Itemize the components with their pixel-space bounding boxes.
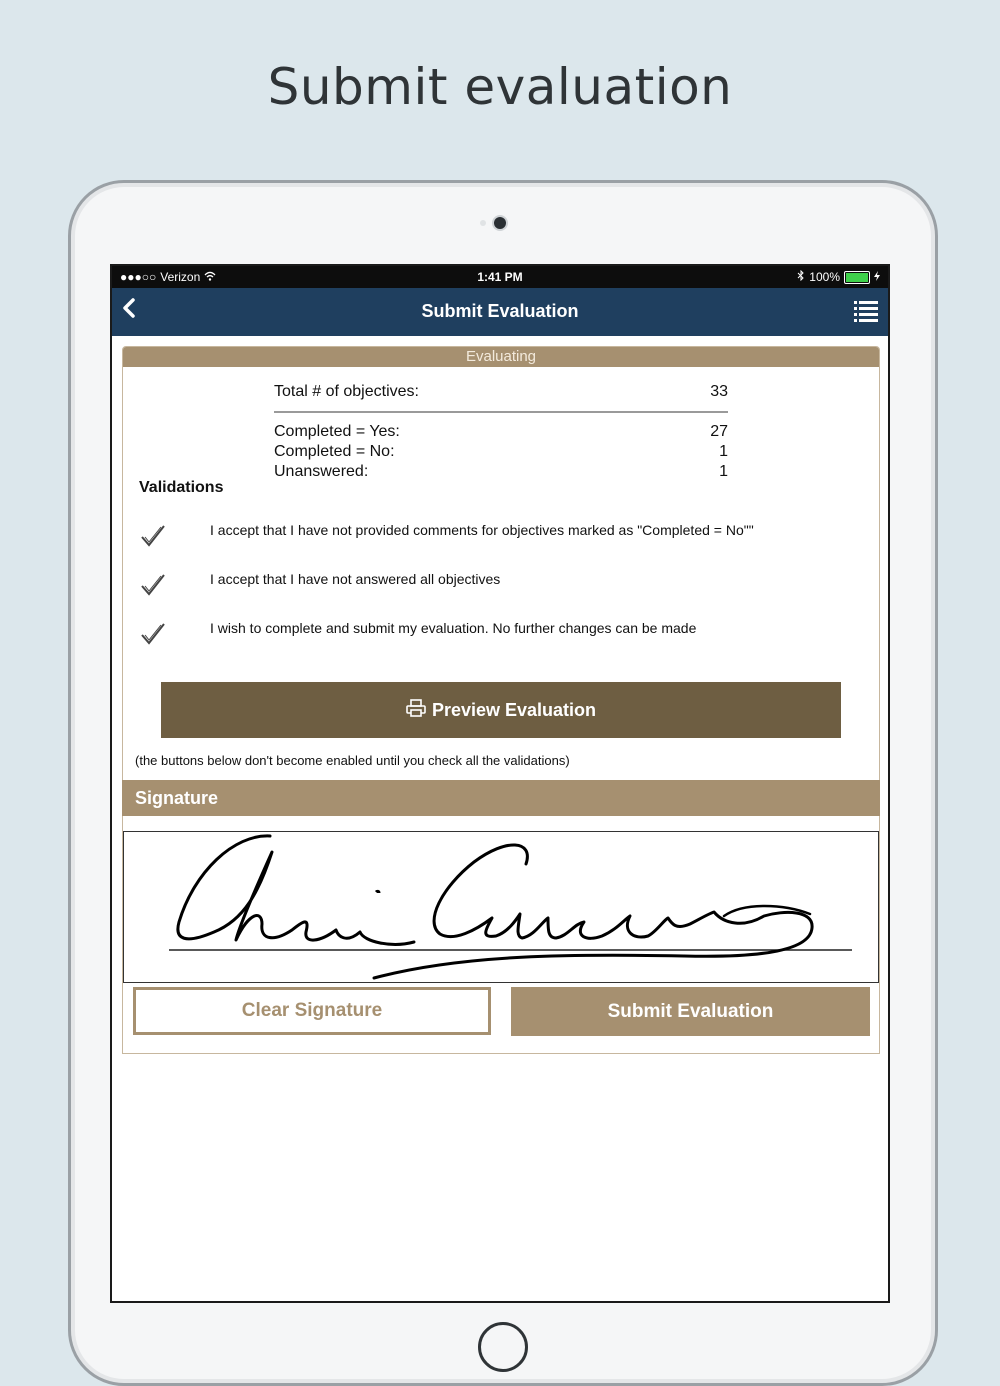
yes-label: Completed = Yes: xyxy=(274,423,400,440)
evaluation-panel xyxy=(122,346,880,1054)
nav-title: Submit Evaluation xyxy=(421,301,579,321)
unanswered-value: 1 xyxy=(719,463,728,480)
home-button[interactable] xyxy=(478,1322,528,1372)
validation-item xyxy=(139,571,859,611)
signature-header: Signature xyxy=(122,780,880,816)
checkmark-icon[interactable] xyxy=(139,522,167,550)
total-label: Total # of objectives: xyxy=(274,383,419,400)
printer-icon xyxy=(406,699,426,722)
signature-drawing xyxy=(124,832,880,984)
preview-button-label: Preview Evaluation xyxy=(431,699,597,720)
unanswered-label: Unanswered: xyxy=(274,463,369,480)
nav-bar xyxy=(112,288,888,336)
summary-row-no xyxy=(274,443,728,463)
signal-icon: ●●●○○ xyxy=(120,270,157,284)
summary-divider xyxy=(274,411,728,413)
checkmark-icon[interactable] xyxy=(139,571,167,599)
no-label: Completed = No: xyxy=(274,443,395,460)
no-value: 1 xyxy=(719,443,728,460)
signature-pad[interactable] xyxy=(123,831,879,983)
page-headline: Submit evaluation xyxy=(267,58,733,116)
clear-signature-button[interactable]: Clear Signature xyxy=(133,987,491,1035)
status-time: 1:41 PM xyxy=(477,270,523,284)
status-right xyxy=(797,270,880,284)
summary-table xyxy=(274,383,728,483)
validation-item xyxy=(139,522,859,562)
battery-icon xyxy=(844,271,870,284)
status-bar xyxy=(112,266,888,288)
validation-text: I wish to complete and submit my evaluation. No further changes can be made xyxy=(210,620,697,636)
yes-value: 27 xyxy=(710,423,728,440)
list-icon[interactable] xyxy=(854,301,878,323)
charging-icon xyxy=(874,270,880,284)
validation-text: I accept that I have not answered all objectives xyxy=(210,571,501,587)
validation-note: (the buttons below don't become enabled until you check all the validations) xyxy=(135,753,570,768)
summary-row-total xyxy=(274,383,728,403)
carrier-label: Verizon xyxy=(160,270,201,284)
validation-item xyxy=(139,620,859,660)
validations-title: Validations xyxy=(139,479,224,496)
validation-text: I accept that I have not provided comments for objectives marked as "Completed = No"" xyxy=(210,522,754,538)
summary-row-yes xyxy=(274,423,728,443)
total-value: 33 xyxy=(710,383,728,400)
panel-header: Evaluating xyxy=(123,347,879,367)
app-screen xyxy=(110,264,890,1303)
submit-evaluation-button[interactable]: Submit Evaluation xyxy=(511,987,870,1036)
bluetooth-icon xyxy=(797,270,805,284)
summary-row-unanswered xyxy=(274,463,728,483)
battery-percent: 100% xyxy=(809,270,840,284)
checkmark-icon[interactable] xyxy=(139,620,167,648)
front-camera xyxy=(494,217,506,229)
front-sensor xyxy=(480,220,486,226)
preview-evaluation-button[interactable] xyxy=(161,682,841,738)
